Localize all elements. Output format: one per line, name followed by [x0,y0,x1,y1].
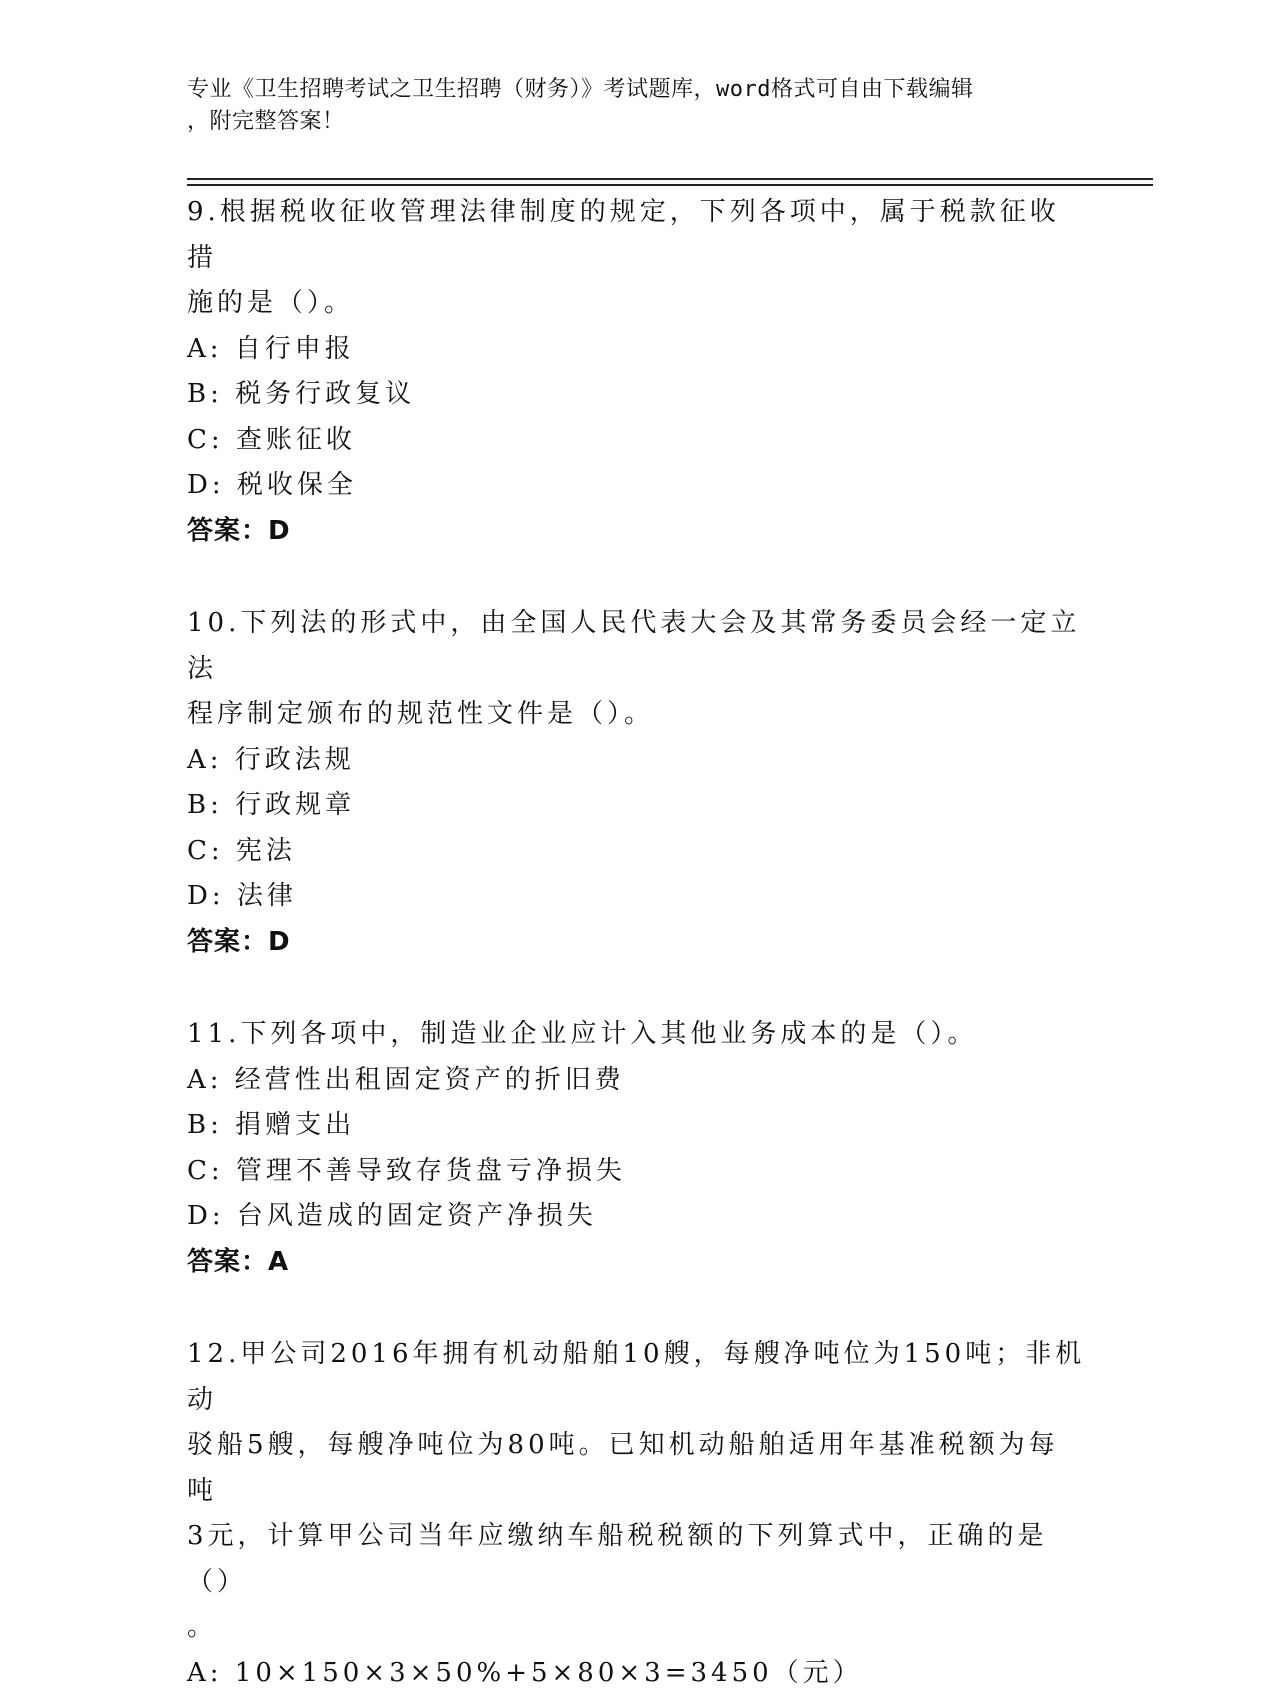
question-stem: 12.甲公司2016年拥有机动船舶10艘，每艘净吨位为150吨；非机动 [187,1332,1087,1423]
header-line-1: 专业《卫生招聘考试之卫生招聘（财务）》考试题库，word格式可自由下载编辑 [187,74,1067,106]
header-divider-bottom [187,184,1153,186]
option-c: C: 宪法 [187,829,1087,875]
question-stem: 3元，计算甲公司当年应缴纳车船税税额的下列算式中，正确的是（） [187,1514,1087,1605]
option-b: B: 税务行政复议 [187,372,1087,418]
option-a: A: 经营性出租固定资产的折旧费 [187,1058,1087,1104]
answer-label: 答案：D [187,920,1087,966]
question-stem: 10.下列法的形式中，由全国人民代表大会及其常务委员会经一定立法 [187,601,1087,692]
option-c: C: 管理不善导致存货盘亏净损失 [187,1149,1087,1195]
option-b: B: 捐赠支出 [187,1103,1087,1149]
answer-label: 答案：A [187,1240,1087,1286]
question-stem: 。 [187,1605,1087,1651]
question-9 [187,190,1087,554]
question-stem: 施的是（）。 [187,281,1087,327]
option-b: B: 行政规章 [187,783,1087,829]
question-stem: 程序制定颁布的规范性文件是（）。 [187,692,1087,738]
option-d: D: 税收保全 [187,463,1087,509]
option-a: A: 行政法规 [187,738,1087,784]
question-stem: 驳船5艘，每艘净吨位为80吨。已知机动船舶适用年基准税额为每吨 [187,1423,1087,1514]
option-a: A: 10×150×3×50%+5×80×3=3450（元） [187,1651,1087,1696]
option-d: D: 法律 [187,874,1087,920]
option-c: C: 查账征收 [187,418,1087,464]
document-header [187,74,1067,138]
option-d: D: 台风造成的固定资产净损失 [187,1194,1087,1240]
question-stem: 9.根据税收征收管理法律制度的规定，下列各项中，属于税款征收措 [187,190,1087,281]
spacer [187,554,1087,601]
option-a: A: 自行申报 [187,327,1087,373]
answer-label: 答案：D [187,509,1087,555]
header-line-2: ，附完整答案！ [187,106,1067,138]
question-stem: 11.下列各项中，制造业企业应计入其他业务成本的是（）。 [187,1012,1087,1058]
question-12 [187,1332,1087,1696]
question-list [187,190,1087,1696]
spacer [187,965,1087,1012]
header-divider-top [187,178,1153,180]
question-10 [187,601,1087,965]
question-11 [187,1012,1087,1285]
spacer [187,1285,1087,1332]
